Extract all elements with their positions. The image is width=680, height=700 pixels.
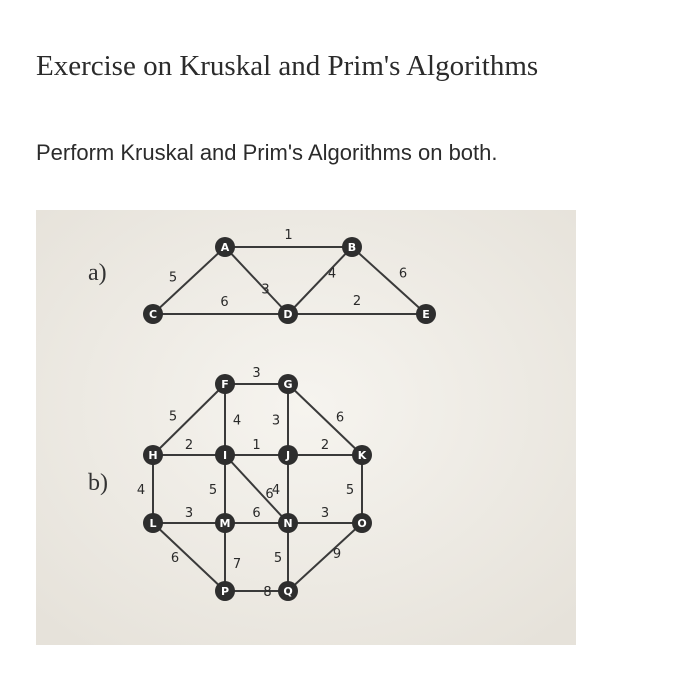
graph-b-weight-I-M: 5 bbox=[208, 483, 218, 498]
graph-b-weight-J-N: 4 bbox=[271, 483, 281, 498]
graph-b-weight-M-N: 6 bbox=[252, 506, 261, 521]
graph-a-weight-B-E: 6 bbox=[398, 266, 408, 282]
node-label: N bbox=[283, 517, 293, 530]
graph-a-weight-D-E: 2 bbox=[352, 294, 362, 309]
node-label: E bbox=[422, 308, 430, 321]
node-label: P bbox=[220, 585, 230, 598]
graph-b-weight-K-O: 5 bbox=[345, 483, 355, 498]
graph-a-node-C bbox=[143, 304, 163, 324]
graph-b-weight-G-J: 3 bbox=[271, 413, 281, 429]
graph-b-weight-F-G: 3 bbox=[252, 366, 261, 381]
graphs-diagram bbox=[36, 210, 576, 645]
graph-b-label: b) bbox=[88, 470, 108, 496]
instruction-text: Perform Kruskal and Prim's Algorithms on both. bbox=[36, 140, 498, 165]
graph-b-weight-L-P: 6 bbox=[170, 551, 180, 566]
graph-b-node-P bbox=[215, 581, 235, 601]
graph-b-node-M bbox=[215, 513, 235, 533]
node-label: J bbox=[285, 449, 291, 462]
graph-b-weight-I-N: 6 bbox=[265, 487, 274, 502]
graph-b-node-K bbox=[352, 445, 372, 465]
graph-b-weight-H-F: 5 bbox=[168, 409, 178, 425]
node-label: K bbox=[357, 449, 367, 462]
graph-b-node-Q bbox=[278, 581, 298, 601]
graph-b-node-L bbox=[143, 513, 163, 533]
graph-b-node-N bbox=[278, 513, 298, 533]
graph-a-label: a) bbox=[88, 260, 107, 286]
node-label: G bbox=[283, 378, 293, 391]
graph-b-node-J bbox=[278, 445, 298, 465]
graph-a-node-D bbox=[278, 304, 298, 324]
graph-a-node-E bbox=[416, 304, 436, 324]
graph-b-weight-M-P: 7 bbox=[232, 557, 242, 572]
page-title: Exercise on Kruskal and Prim's Algorithms bbox=[36, 50, 539, 82]
graph-a-weight-A-C: 5 bbox=[168, 270, 178, 286]
node-label: L bbox=[149, 517, 157, 530]
graph-b-weight-O-Q: 9 bbox=[332, 547, 342, 562]
graph-b-node-O bbox=[352, 513, 372, 533]
graph-a-weight-A-D: 3 bbox=[261, 282, 270, 298]
graph-b-weight-H-I: 2 bbox=[184, 438, 194, 453]
graph-b-node-G bbox=[278, 374, 298, 394]
graph-a-node-A bbox=[215, 237, 235, 257]
node-label: A bbox=[220, 241, 230, 254]
node-label: Q bbox=[283, 585, 293, 598]
graph-b-node-H bbox=[143, 445, 163, 465]
graph-b-weight-N-O: 3 bbox=[320, 506, 330, 521]
graph-b-weight-G-K: 6 bbox=[335, 410, 345, 426]
graph-b-weight-L-M: 3 bbox=[184, 506, 194, 521]
graph-b-weight-N-Q: 5 bbox=[273, 551, 283, 566]
node-label: C bbox=[148, 308, 158, 321]
graph-a-weight-C-D: 6 bbox=[220, 295, 229, 310]
node-label: O bbox=[357, 517, 367, 530]
node-label: F bbox=[221, 378, 229, 391]
node-label: D bbox=[283, 308, 293, 321]
graph-a-weight-A-B: 1 bbox=[284, 228, 293, 243]
graphs-photo bbox=[36, 210, 576, 645]
node-label: B bbox=[347, 241, 357, 254]
graph-b-weight-I-J: 1 bbox=[252, 438, 261, 453]
graph-b-weight-P-Q: 8 bbox=[263, 585, 272, 600]
graph-b-weight-F-I: 4 bbox=[232, 413, 242, 429]
graph-b-weight-H-L: 4 bbox=[136, 483, 146, 498]
node-label: H bbox=[148, 449, 158, 462]
graph-a-weight-D-B: 4 bbox=[327, 266, 337, 282]
graph-b-weight-J-K: 2 bbox=[320, 438, 330, 453]
node-label: M bbox=[219, 517, 231, 530]
node-label: I bbox=[222, 449, 228, 462]
graph-b-node-I bbox=[215, 445, 235, 465]
graph-b-node-F bbox=[215, 374, 235, 394]
graph-a-node-B bbox=[342, 237, 362, 257]
